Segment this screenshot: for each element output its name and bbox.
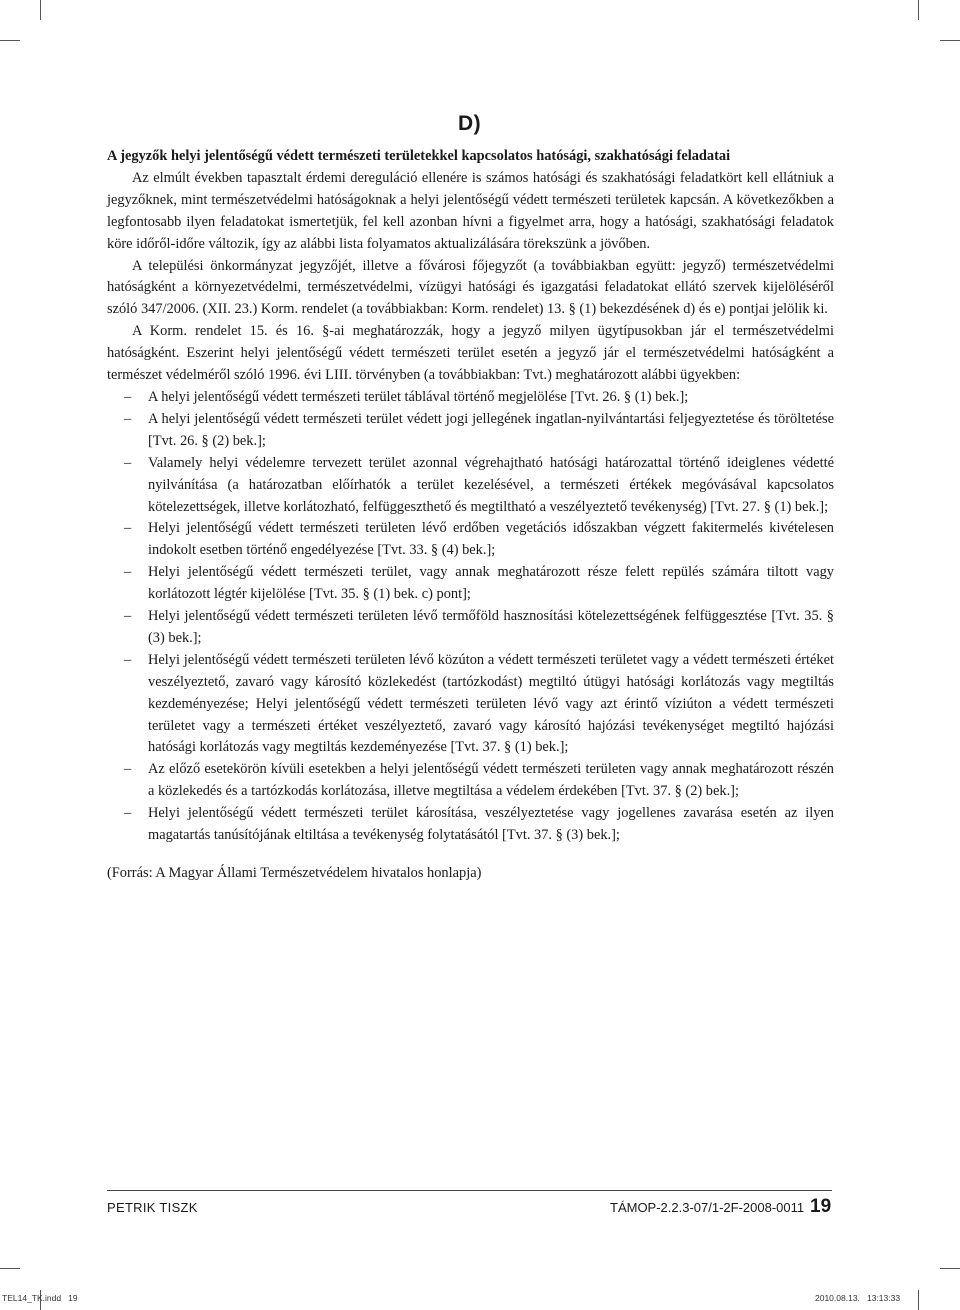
crop-mark-bottom-right: [918, 1290, 919, 1310]
case-list: [107, 387, 834, 847]
footer-divider: [107, 1190, 832, 1191]
crop-mark-top-left: [40, 0, 41, 20]
list-item: – Helyi jelentőségű védett természeti területen lévő közúton a védett természeti területet vagy a védett természeti értéket veszélyeztető, zavaró vagy károsító közlekedést (tartózkodást) megtiltó útügyi hatósági korlátozás vagy megtiltás kezdeményezése; Helyi jelentőségű védett természeti területen lévő vagy azt érintő víziúton a védett természeti területet vagy a természeti értéket veszélyeztető, zavaró vagy károsító hajózási tevékenységet megtiltó hajózási hatósági korlátozás vagy megtiltás kezdeményezése [Tvt. 37. § (1) bek.];: [107, 650, 834, 760]
document-body: [107, 146, 834, 885]
list-item: – Helyi jelentőségű védett természeti terület, vagy annak meghatározott része felett repülés számára tiltott vagy korlátozott légtér kijelölése [Tvt. 35. § (1) bek. c) pont];: [107, 562, 834, 606]
list-item: – A helyi jelentőségű védett természeti terület védett jogi jellegének ingatlan-nyilvántartási feljegyeztetése és töröltetése [Tvt. 26. § (2) bek.];: [107, 409, 834, 453]
case-types-paragraph: A Korm. rendelet 15. és 16. §-ai meghatározzák, hogy a jegyző milyen ügytípusokban jár el természetvédelmi hatóságként. Eszerint helyi jelentőségű védett természeti terület esetén a jegyző jár el természetvédelmi hatóságként a természet védelméről szóló 1996. évi LIII. törvényben (a továbbiakban: Tvt.) meghatározott alábbi ügyekben:: [107, 323, 834, 384]
list-item: – Helyi jelentőségű védett természeti területen lévő erdőben vegetációs időszakban végzett fakitermelés kivételesen indokolt esetben történő engedélyezése [Tvt. 33. § (4) bek.];: [107, 518, 834, 562]
footer-publisher: PETRIK TISZK: [107, 1200, 198, 1215]
list-item: – Helyi jelentőségű védett természeti terület károsítása, veszélyeztetése vagy jogellenes zavarása esetén az ilyen magatartás tanúsítójának eltiltása a tevékenység folytatásától [Tvt. 37. § (3) bek.];: [107, 803, 834, 847]
section-label: D): [458, 112, 482, 135]
document-title: A jegyzők helyi jelentőségű védett természeti területekkel kapcsolatos hatósági, szakhatósági feladatai: [107, 148, 731, 164]
crop-mark-top-left-h: [0, 40, 20, 41]
source-citation: (Forrás: A Magyar Állami Természetvédelem hivatalos honlapja): [107, 865, 482, 881]
intro-paragraph: Az elmúlt években tapasztalt érdemi dereguláció ellenére is számos hatósági és szakhatósági feladatkört kell ellátniuk a jegyzőknek, mint természetvédelmi hatóságoknak a helyi jelentőségű védett természeti területek kapcsán. A következőkben a legfontosabb ilyen feladatokat ismertetjük, fel kell azonban hívni a figyelmet arra, hogy a hatósági, szakhatósági feladatok köre időről-időre változik, így az alábbi lista folyamatos aktualizálására törekszünk a jövőben.: [107, 169, 834, 252]
list-item: – Az előző esetekörön kívüli esetekben a helyi jelentőségű védett természeti területen vagy annak meghatározott részén a közlekedés és a tartózkodás korlátozása, illetve megtiltása a védelem érdekében [Tvt. 37. § (2) bek.];: [107, 759, 834, 803]
page-number: 19: [810, 1196, 832, 1217]
crop-mark-top-right-h: [940, 40, 960, 41]
slug-date-info: 2010.08.13. 13:13:33: [815, 1293, 901, 1303]
crop-mark-bottom-left-h: [0, 1268, 20, 1269]
list-item: – Valamely helyi védelemre tervezett terület azonnal végrehajtható hatósági határozattal történő ideiglenes védetté nyilvánítása (a határozatban előírhatók a terület kezelésével, a természeti értékek megóvásával kapcsolatos kötelezettségek, illetve korlátozható, felfüggeszthető és megtiltható a veszélyeztető tevékenység) [Tvt. 27. § (1) bek.];: [107, 453, 834, 519]
list-item: – A helyi jelentőségű védett természeti terület táblával történő megjelölése [Tvt. 26. § (1) bek.];: [107, 387, 834, 409]
slug-file-info: TEL14_TK.indd 19: [2, 1293, 78, 1303]
footer-project-code: TÁMOP-2.2.3-07/1-2F-2008-0011: [610, 1200, 805, 1215]
crop-mark-top-right: [918, 0, 919, 20]
legal-basis-paragraph: A települési önkormányzat jegyzőjét, illetve a fővárosi főjegyzőt (a továbbiakban együtt: jegyző) természetvédelmi hatóságként a környezetvédelmi, természetvédelmi, vízügyi hatósági és igazgatási feladatokat ellátó szervek kijelöléséről szóló 347/2006. (XII. 23.) Korm. rendelet (a továbbiakban: Korm. rendelet) 13. § (1) bekezdésének d) és e) pontjai jelölik ki.: [107, 257, 834, 318]
list-item: – Helyi jelentőségű védett természeti területen lévő termőföld hasznosítási kötelezettségének felfüggesztése [Tvt. 35. § (3) bek.];: [107, 606, 834, 650]
crop-mark-bottom-right-h: [940, 1268, 960, 1269]
